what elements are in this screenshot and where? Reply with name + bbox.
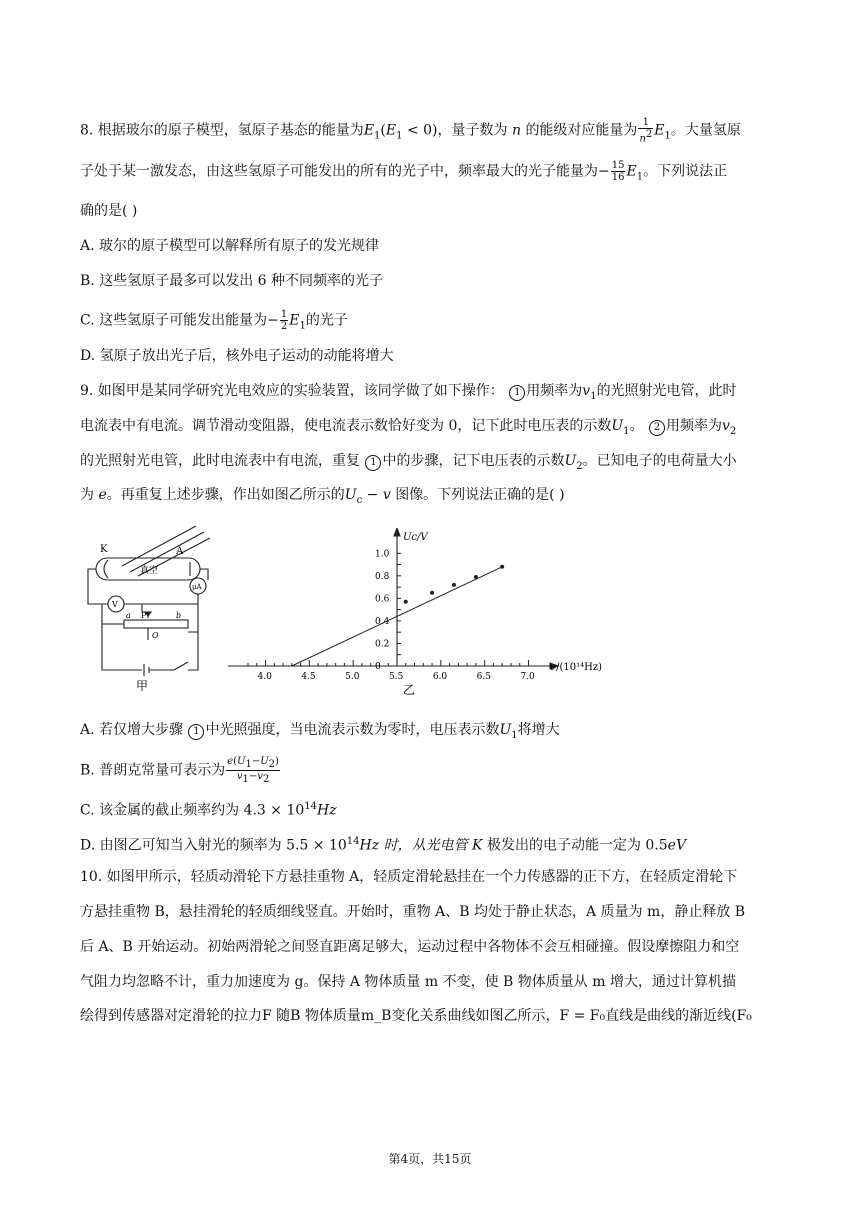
y-tick-label: 0 — [375, 662, 381, 672]
x-tick-label: 5.5 — [389, 672, 404, 682]
q8-line1: 8. 根据玻尔的原子模型，氢原子基态的能量为$E_1(E_1 < 0)$，量子数为 n 的能级对应能量为 $\frac{1}{n^2}$ $E_1$。大量氢原 — [80, 117, 741, 145]
label-k: K — [100, 544, 108, 555]
label-voltmeter: V — [112, 600, 118, 609]
x-tick-label: 6.5 — [476, 672, 491, 682]
y-axis-arrow — [394, 528, 400, 536]
x-tick-label: 6.0 — [432, 672, 448, 682]
rheostat — [124, 620, 188, 628]
label-a-end: a — [126, 611, 131, 620]
data-point — [500, 565, 504, 569]
q9-option-a: A. 若仅增大步骤 1 中光照强度，当电流表示数为零时，电压表示数$U_1$将增大 — [80, 722, 560, 741]
figure-jia-circuit — [78, 520, 218, 692]
data-point — [404, 600, 408, 604]
data-point — [452, 583, 456, 587]
y-tick-label: 1.0 — [375, 549, 390, 560]
q9-option-d: D. 由图乙可知当入射光的频率为 $5.5 \times 10^{14}Hz$ 时，从光电管 K 极发出的电子动能一定为 0.5eV — [80, 836, 687, 854]
q8-option-c: C. 这些氢原子可能发出能量为− $\frac{1}{2}$ $E_1$的光子 — [80, 309, 348, 332]
q10-line4: 气阻力均忽略不计，重力加速度为 g。保持 A 物体质量 m 不变，使 B 物体质量从 m 增大，通过计算机描 — [80, 974, 736, 990]
label-microammeter: μA — [192, 583, 202, 591]
q8-line3: 确的是( ) — [80, 203, 138, 219]
cathode-k — [104, 560, 108, 578]
label-b-end: b — [176, 611, 182, 620]
y-axis-label: Uc/V — [403, 532, 428, 543]
q8-line2: 子处于某一激发态，由这些氢原子可能发出的所有的光子中，频率最大的光子能量为− $\frac{15}{16}$ $E_1$。下列说法正 — [80, 160, 728, 183]
q10-line1: 10. 如图甲所示，轻质动滑轮下方悬挂重物 A，轻质定滑轮悬挂在一个力传感器的正下方，在轻质定滑轮下 — [80, 869, 738, 885]
q9-line2: 电流表中有电流。调节滑动变阻器，使电流表示数恰好变为 0，记下此时电压表的示数$U_1$。 2 用频率为$v_2$ — [80, 418, 737, 437]
data-point — [474, 575, 478, 579]
q10-line5: 绘得到传感器对定滑轮的拉力F 随B 物体质量m_B变化关系曲线如图乙所示，F = F₀直线是曲线的渐近线(F₀ — [80, 1008, 752, 1024]
q9-line4: 为 e。再重复上述步骤，作出如图乙所示的$U_c - v$ 图像。下列说法正确的是( ) — [80, 487, 565, 506]
y-tick-label: 0.6 — [375, 594, 390, 605]
label-a: A — [176, 546, 184, 557]
x-tick-label: 4.0 — [257, 672, 272, 682]
q9-line3: 的光照射光电管，此时电流表中有电流，重复 1 中的步骤，记下电压表的示数$U_2$。已知电子的电荷量大小 — [80, 453, 737, 472]
light-beam-line — [122, 526, 196, 566]
q9-line1: 9. 如图甲是某同学研究光电效应的实验装置，该同学做了如下操作： 1 用频率为$v_1$的光照射光电管，此时 — [80, 383, 737, 402]
x-axis-label: ν/(10¹⁴Hz) — [550, 662, 602, 673]
q9-option-b: B. 普朗克常量可表示为 $\frac{e(U_1-U_2)}{v_1-v_2}$ — [80, 756, 279, 785]
page-footer: 第4页，共15页 — [388, 1152, 472, 1166]
x-tick-label: 4.5 — [301, 672, 316, 682]
q10-line3: 后 A、B 开始运动。初始两滑轮之间竖直距离足够大，运动过程中各物体不会互相碰撞。假设摩擦阻力和空 — [80, 939, 740, 955]
y-tick-label: 0.4 — [375, 616, 390, 627]
figure-yi-chart — [228, 528, 628, 696]
figure-label-jia: 甲 — [136, 679, 149, 692]
figure-label-yi: 乙 — [403, 683, 416, 696]
q8-option-b: B. 这些氢原子最多可以发出 6 种不同频率的光子 — [80, 273, 383, 289]
label-o: O — [152, 631, 159, 640]
x-tick-label: 5.0 — [345, 672, 360, 682]
q9-option-c: C. 该金属的截止频率约为 $4.3 \times 10^{14}Hz$ — [80, 801, 337, 819]
q10-line2: 方悬挂重物 B，悬挂滑轮的轻质细线竖直。开始时，重物 A、B 均处于静止状态，A 质量为 m，静止释放 B — [80, 904, 746, 920]
x-tick-label: 7.0 — [520, 672, 535, 682]
label-vacuum: 真空 — [140, 566, 159, 576]
label-p: P — [141, 611, 147, 620]
y-tick-label: 0.8 — [375, 571, 390, 582]
q8-option-d: D. 氢原子放出光子后，核外电子运动的动能将增大 — [80, 348, 394, 364]
q8-option-a: A. 玻尔的原子模型可以解释所有原子的发光规律 — [80, 238, 380, 254]
data-point — [430, 591, 434, 595]
y-tick-label: 0.2 — [375, 639, 390, 650]
